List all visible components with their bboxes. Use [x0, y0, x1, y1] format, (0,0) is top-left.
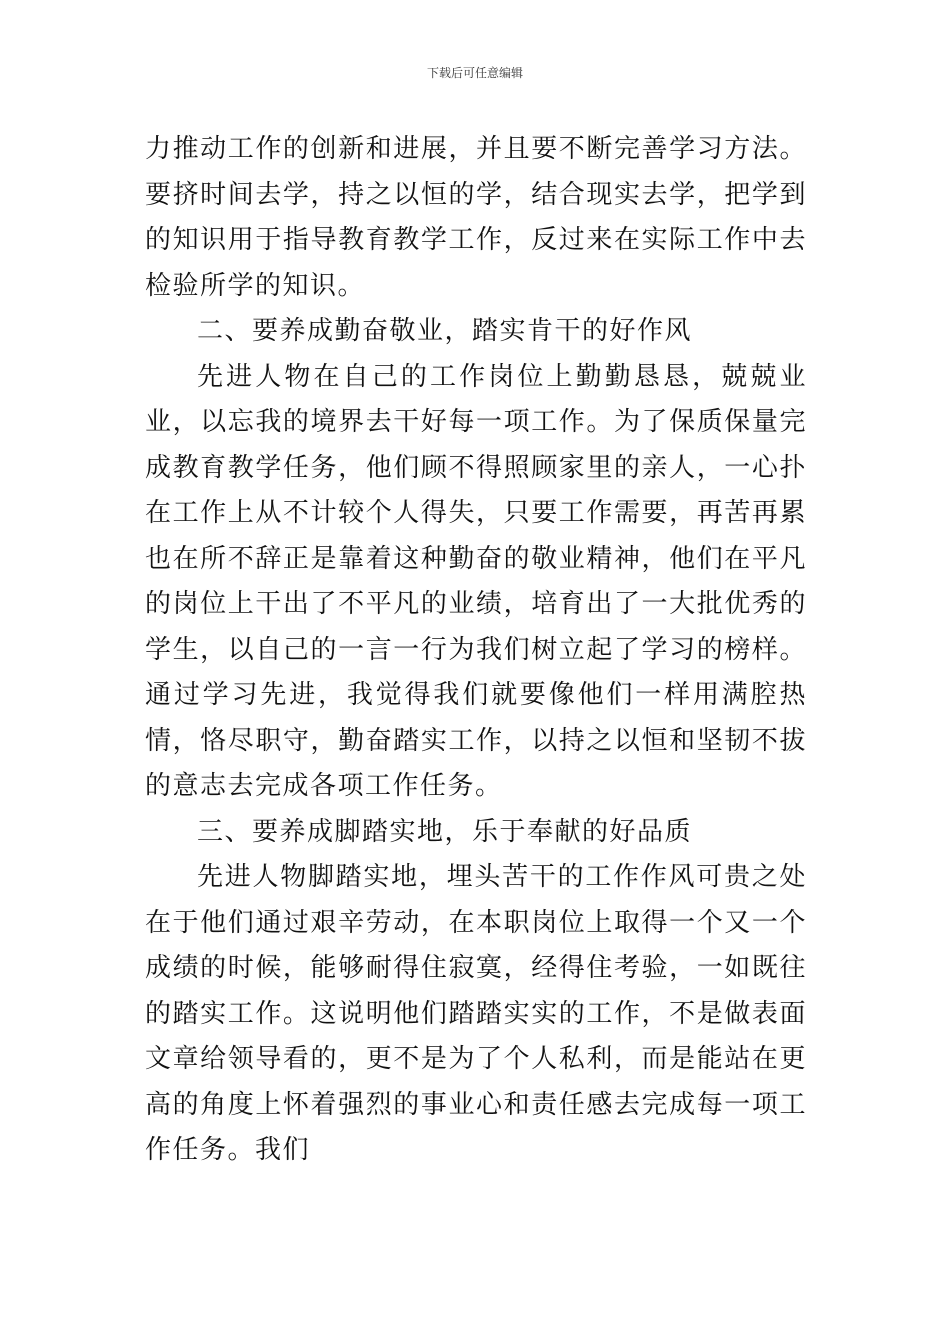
document-body — [145, 127, 807, 1174]
paragraph-section-2: 先进人物在自己的工作岗位上勤勤恳恳，兢兢业业，以忘我的境界去干好每一项工作。为了保质保量完成教育教学任务，他们顾不得照顾家里的亲人，一心扑在工作上从不计较个人得失，只要工作需要，再苦再累也在所不辞正是靠着这种勤奋的敬业精神，他们在平凡的岗位上干出了不平凡的业绩，培育出了一大批优秀的学生，以自己的一言一行为我们树立起了学习的榜样。通过学习先进，我觉得我们就要像他们一样用满腔热情，恪尽职守，勤奋踏实工作，以持之以恒和坚韧不拔的意志去完成各项工作任务。 — [145, 361, 807, 801]
page-header-note: 下载后可任意编辑 — [426, 66, 523, 80]
section-heading-2: 二、要养成勤奋敬业，踏实肯干的好作风 — [197, 316, 693, 346]
section-heading-3: 三、要养成脚踏实地，乐于奉献的好品质 — [197, 816, 693, 847]
paragraph-continued: 力推动工作的创新和进展，并且要不断完善学习方法。要挤时间去学，持之以恒的学，结合现实去学，把学到的知识用于指导教育教学工作，反过来在实际工作中去检验所学的知识。 — [145, 134, 807, 301]
paragraph-section-3: 先进人物脚踏实地，埋头苦干的工作作风可贵之处在于他们通过艰辛劳动，在本职岗位上取得一个又一个成绩的时候，能够耐得住寂寞，经得住考验，一如既往的踏实工作。这说明他们踏踏实实的工作，不是做表面文章给领导看的，更不是为了个人私利，而是能站在更高的角度上怀着强烈的事业心和责任感去完成每一项工作任务。我们 — [145, 862, 807, 1165]
